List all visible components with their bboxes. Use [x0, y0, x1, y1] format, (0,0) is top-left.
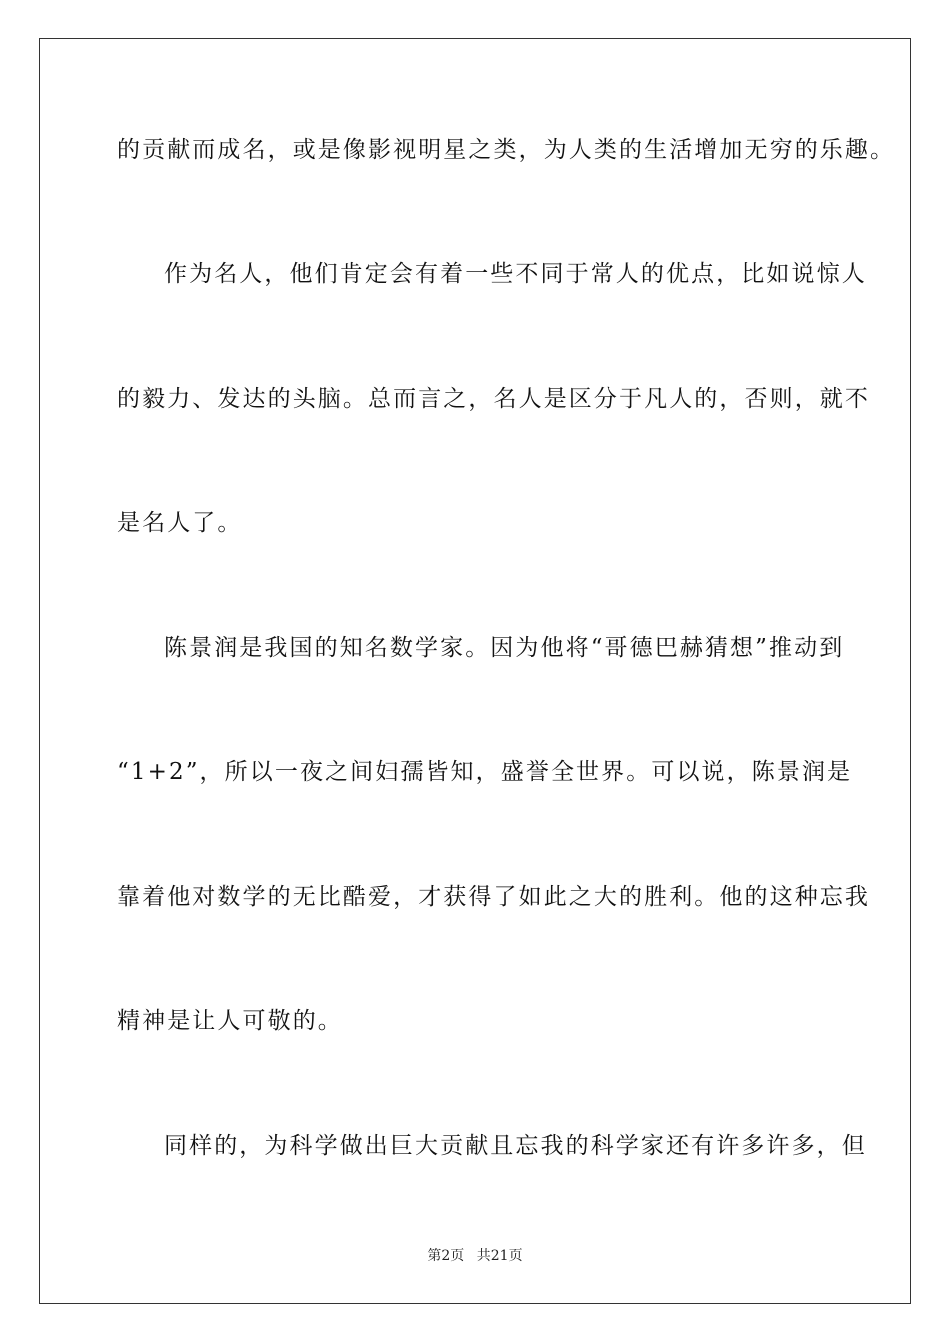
text-line-8: 精神是让人可敬的。: [117, 1008, 343, 1034]
text-line-3: 的毅力、发达的头脑。总而言之，名人是区分于凡人的，否则，就不: [117, 386, 870, 412]
page-footer: [0, 1246, 950, 1266]
text-line-5: 陈景润是我国的知名数学家。因为他将“哥德巴赫猜想”推动到: [164, 635, 845, 661]
text-line-6: “1+2”，所以一夜之间妇孺皆知，盛誉全世界。可以说，陈景润是: [117, 759, 853, 785]
text-line-1: 的贡献而成名，或是像影视明星之类，为人类的生活增加无穷的乐趣。: [117, 137, 896, 163]
text-line-4: 是名人了。: [117, 510, 243, 536]
text-line-7: 靠着他对数学的无比酷爱，才获得了如此之大的胜利。他的这种忘我: [117, 884, 870, 910]
page-border: [39, 38, 911, 1304]
page-number: 第2页: [427, 1248, 465, 1264]
total-pages: 共21页: [476, 1248, 523, 1264]
text-line-9: 同样的，为科学做出巨大贡献且忘我的科学家还有许多许多，但: [164, 1133, 867, 1159]
text-line-2: 作为名人，他们肯定会有着一些不同于常人的优点，比如说惊人: [164, 261, 867, 287]
